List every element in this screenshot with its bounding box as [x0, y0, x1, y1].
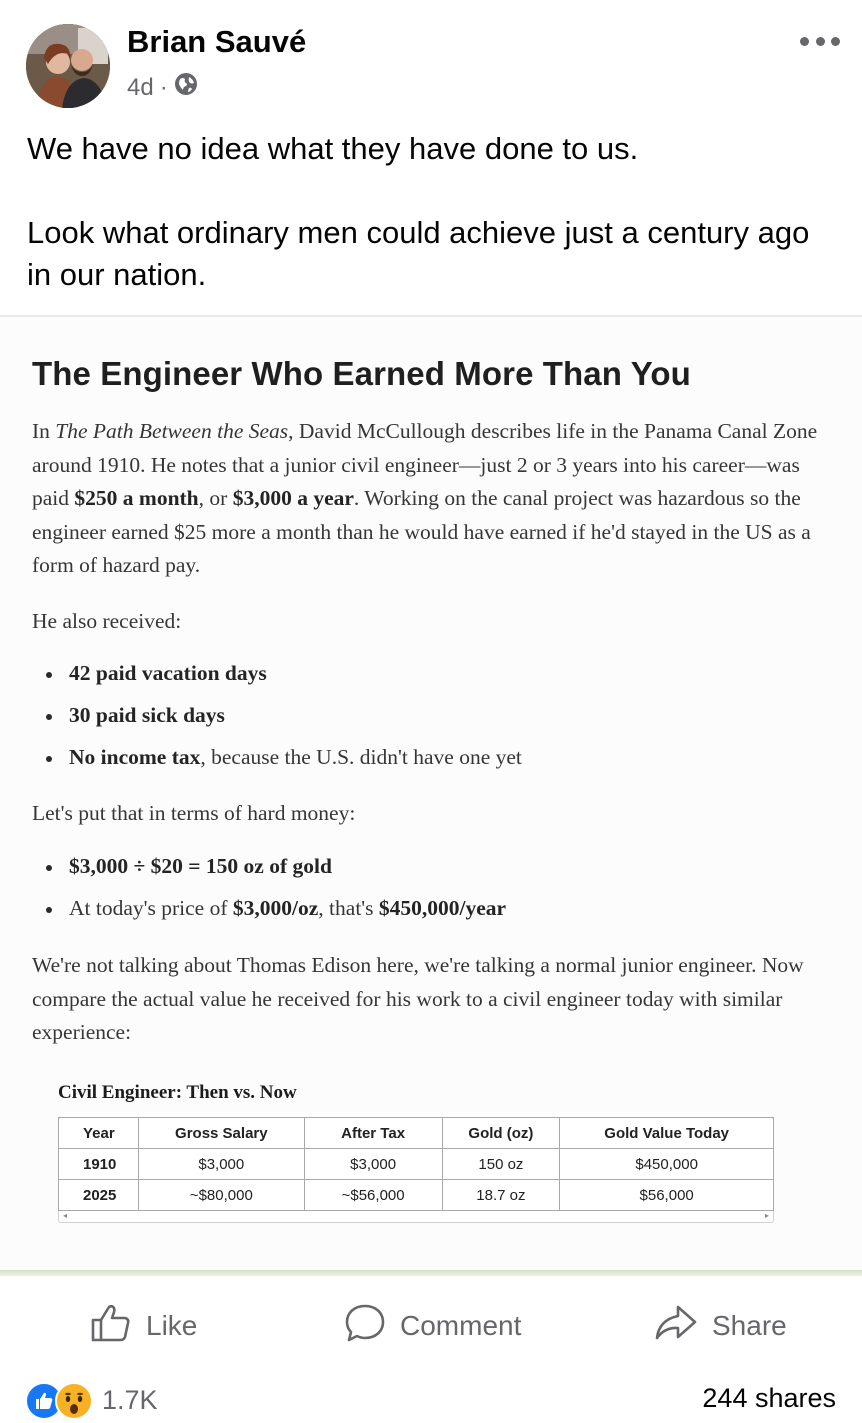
thumbs-up-icon — [90, 1303, 146, 1350]
table-cell: $3,000 — [304, 1149, 442, 1180]
post-meta — [127, 72, 198, 103]
table-cell: 150 oz — [442, 1149, 560, 1180]
table-cell: $56,000 — [560, 1180, 774, 1211]
reactions-summary[interactable] — [25, 1382, 97, 1418]
table-cell: 18.7 oz — [442, 1180, 560, 1211]
post-header — [0, 0, 862, 120]
share-button[interactable] — [654, 1296, 787, 1356]
globe-icon — [174, 72, 198, 103]
table-cell: ~$56,000 — [304, 1180, 442, 1211]
post-time[interactable]: 4d — [127, 73, 154, 101]
reaction-count[interactable]: 1.7K — [102, 1385, 158, 1415]
meta-separator: · — [159, 73, 168, 101]
post-text-line: We have no idea what they have done to us. — [27, 131, 639, 166]
post-footer — [0, 1374, 862, 1423]
post-text-line: Look what ordinary men could achieve just a century ago in our nation. — [27, 215, 810, 292]
comparison-table — [58, 1117, 774, 1223]
gold-list — [32, 850, 506, 934]
scroll-left-icon: ◂ — [63, 1211, 68, 1220]
book-title: The Path Between the Seas — [55, 419, 289, 443]
article-paragraph: In The Path Between the Seas, David McCullough describes life in the Panama Canal Zone around 1910. He notes that a junior civil engineer—just 2 or 3 years into his career—was paid $250 a month, or $3,000 a year. Working on the canal project was hazardous so the engineer earned $25 more a month than he would have earned if he'd stayed in the US as a form of hazard pay. — [32, 419, 818, 578]
divider — [0, 1270, 862, 1276]
action-bar — [0, 1296, 862, 1356]
list-item: $3,000 ÷ $20 = 150 oz of gold — [32, 850, 506, 892]
comment-bubble-icon — [344, 1303, 400, 1350]
article-paragraph: We're not talking about Thomas Edison here, we're talking a normal junior engineer. Now compare the actual value he received for his work to a civil engineer today with similar experience: — [32, 953, 804, 1045]
table-row — [59, 1180, 774, 1211]
like-button[interactable] — [90, 1296, 197, 1356]
list-item: At today's price of $3,000/oz, that's $450,000/year — [32, 892, 506, 934]
like-label: Like — [146, 1310, 198, 1341]
table-title: Civil Engineer: Then vs. Now — [58, 1082, 297, 1103]
table-header: Gold Value Today — [560, 1118, 774, 1149]
table-cell: ~$80,000 — [138, 1180, 304, 1211]
more-options-icon[interactable] — [800, 34, 840, 48]
table-cell: $3,000 — [138, 1149, 304, 1180]
table-row — [59, 1149, 774, 1180]
table-header: Gold (oz) — [442, 1118, 560, 1149]
comment-label: Comment — [400, 1310, 522, 1341]
table-header-row — [59, 1118, 774, 1149]
table-cell: 1910 — [59, 1149, 139, 1180]
list-item: No income tax, because the U.S. didn't have one yet — [32, 741, 522, 783]
wow-reaction-icon — [55, 1382, 93, 1420]
table-header: After Tax — [304, 1118, 442, 1149]
article-paragraph: He also received: — [32, 609, 182, 633]
comment-button[interactable] — [344, 1296, 521, 1356]
article-paragraph: Let's put that in terms of hard money: — [32, 801, 356, 825]
article-title: The Engineer Who Earned More Than You — [32, 355, 691, 392]
author-name[interactable]: Brian Sauvé — [127, 24, 307, 59]
table-header: Year — [59, 1118, 139, 1149]
post-text — [27, 128, 827, 296]
share-label: Share — [712, 1310, 787, 1341]
benefits-list — [32, 657, 522, 783]
table-header: Gross Salary — [138, 1118, 304, 1149]
share-arrow-icon — [654, 1303, 712, 1350]
avatar[interactable] — [26, 24, 110, 108]
list-item: 30 paid sick days — [32, 699, 522, 741]
scroll-right-icon: ▸ — [764, 1211, 769, 1220]
table-cell: $450,000 — [560, 1149, 774, 1180]
table-cell: 2025 — [59, 1180, 139, 1211]
list-item: 42 paid vacation days — [32, 657, 522, 699]
shares-count[interactable]: 244 shares — [702, 1383, 836, 1413]
